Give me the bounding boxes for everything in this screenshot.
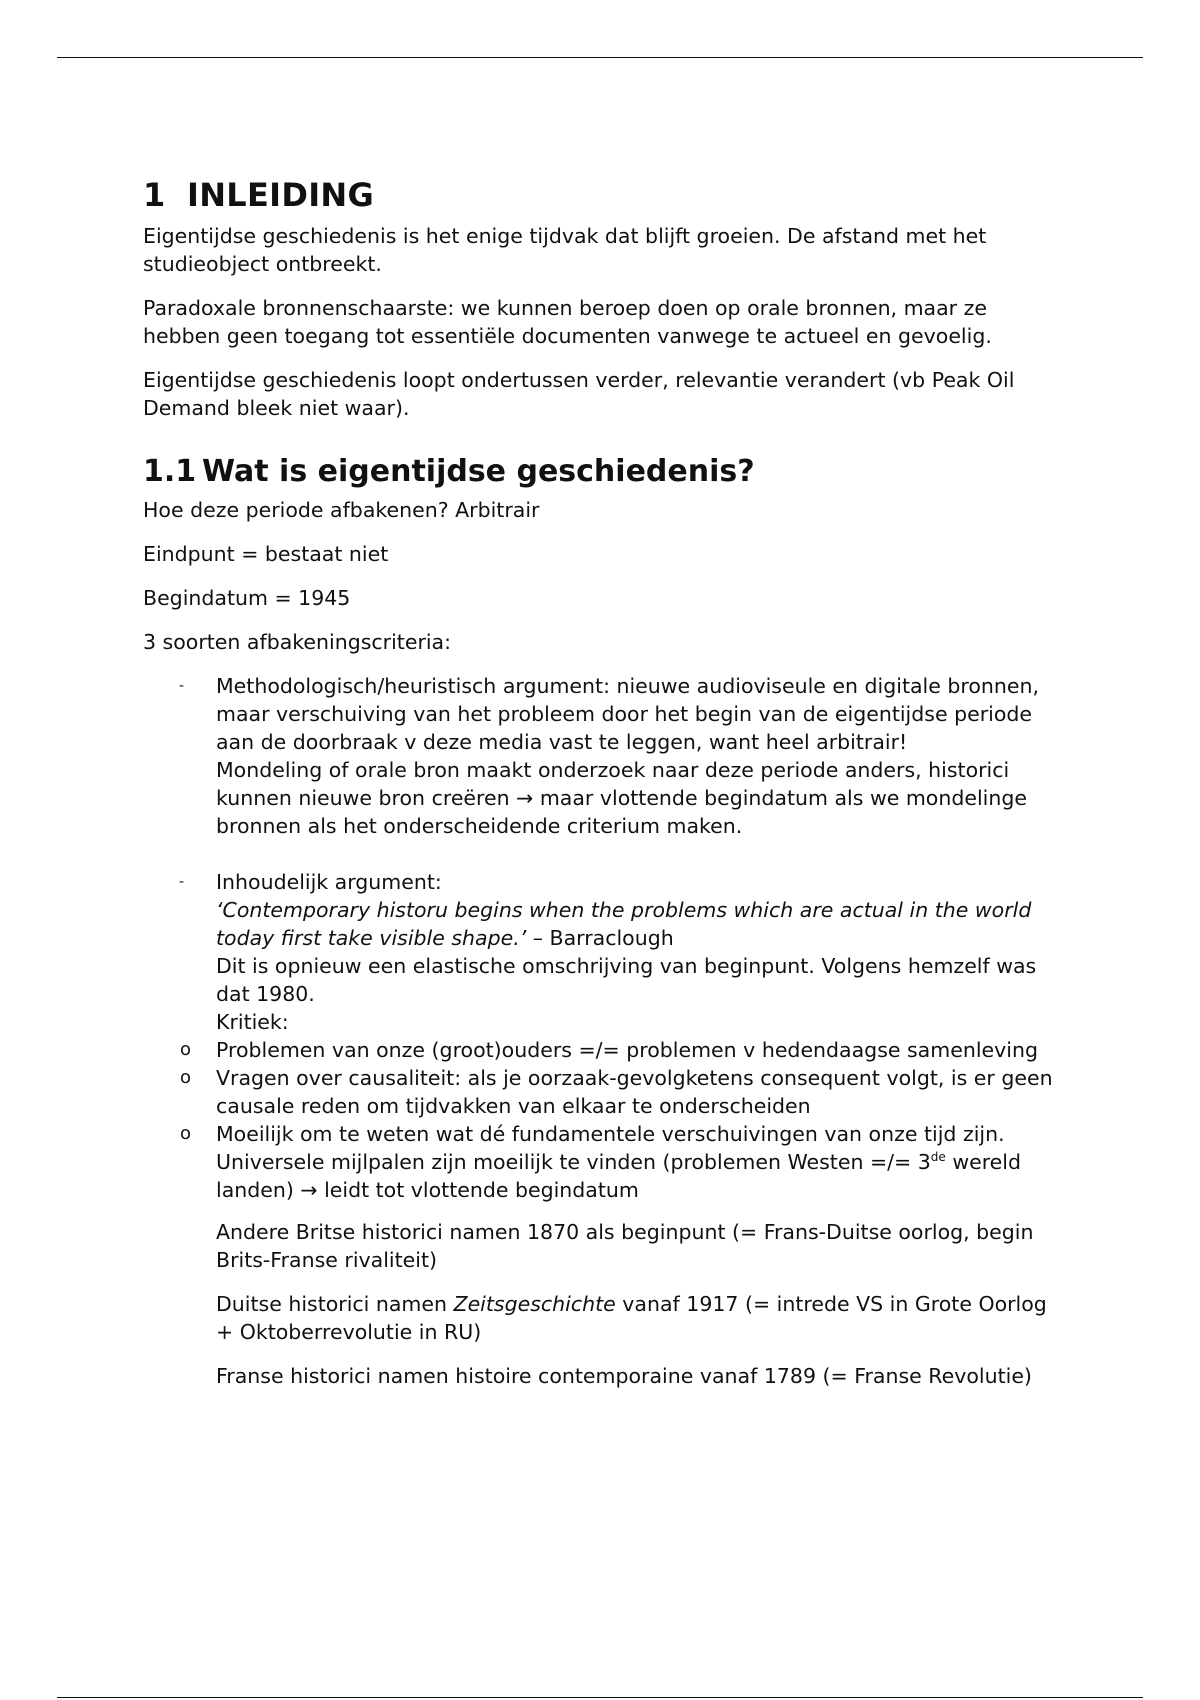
sub-list-item [143, 1064, 1063, 1120]
list-item-text: Methodologisch/heuristisch argument: nieuwe audioviseule en digitale bronnen, maar verschuiving van het probleem door het begin van de eigentijdse periode aan de doorbraak v deze media vast te leggen, want heel arbitrair! [216, 674, 1040, 754]
sub-list-text: wereld landen) → leidt tot vlottende begindatum [216, 1150, 1021, 1202]
sub-list-item [143, 1120, 1063, 1204]
list-item [143, 868, 1063, 1204]
document-body [143, 176, 1063, 1406]
footer-rule [57, 1697, 1143, 1698]
superscript: de [930, 1150, 946, 1165]
sub-list-item [143, 1036, 1063, 1064]
quote-text: ‘Contemporary historu begins when the problems which are actual in the world today first take visible shape.’ [216, 898, 1032, 950]
list-item-text: Mondeling of orale bron maakt onderzoek naar deze periode anders, historici kunnen nieuwe bron creëren → maar vlottende begindatum als we mondelinge bronnen als het onderscheidende criterium maken. [216, 758, 1027, 838]
paragraph: Begindatum = 1945 [143, 586, 351, 610]
heading-number: 1.1 [143, 454, 197, 489]
paragraph: Hoe deze periode afbakenen? Arbitrair [143, 498, 540, 522]
list-item-text: Dit is opnieuw een elastische omschrijving van beginpunt. Volgens hemzelf was dat 1980. [216, 954, 1037, 1006]
paragraph [216, 1290, 1063, 1346]
sub-list-text: Moeilijk om te weten wat dé fundamentele verschuivingen van onze tijd zijn. Universele mijlpalen zijn moeilijk te vinden (problemen Westen =/= 3 [216, 1122, 1005, 1174]
heading-title: INLEIDING [187, 176, 375, 214]
paragraph-emphasis: Zeitsgeschichte [453, 1292, 616, 1316]
list-marker: - [179, 678, 185, 694]
sub-list-text: Problemen van onze (groot)ouders =/= problemen v hedendaagse samenleving [216, 1038, 1038, 1062]
paragraph-text: Duitse historici namen [216, 1292, 454, 1316]
list-marker: - [179, 874, 185, 890]
sub-list-text: Vragen over causaliteit: als je oorzaak-gevolgketens consequent volgt, is er geen causale reden om tijdvakken van elkaar te onderscheiden [216, 1066, 1053, 1118]
kritiek-label: Kritiek: [216, 1010, 289, 1034]
paragraph: Andere Britse historici namen 1870 als beginpunt (= Frans-Duitse oorlog, begin Brits-Franse rivaliteit) [216, 1220, 1034, 1272]
sub-list-marker: o [180, 1067, 192, 1088]
header-rule [57, 57, 1143, 58]
quote [216, 896, 1063, 952]
heading-section-1 [143, 176, 1063, 214]
paragraph: Eigentijdse geschiedenis loopt ondertussen verder, relevantie verandert (vb Peak Oil Demand bleek niet waar). [143, 368, 1015, 420]
heading-section-1-1 [143, 454, 1063, 490]
paragraph-text: vanaf 1917 (= intrede VS in Grote Oorlog + Oktoberrevolutie in RU) [216, 1292, 1047, 1344]
sub-list-marker: o [180, 1123, 192, 1144]
paragraph: Franse historici namen histoire contemporaine vanaf 1789 (= Franse Revolutie) [216, 1364, 1032, 1388]
paragraph: Paradoxale bronnenschaarste: we kunnen beroep doen op orale bronnen, maar ze hebben geen toegang tot essentiële documenten vanwege te actueel en gevoelig. [143, 296, 992, 348]
quote-author: – Barraclough [526, 926, 674, 950]
list-item-title: Inhoudelijk argument: [216, 870, 442, 894]
sub-list-marker: o [180, 1039, 192, 1060]
heading-title: Wat is eigentijdse geschiedenis? [202, 454, 755, 489]
list-item [143, 672, 1063, 840]
heading-number: 1 [143, 176, 166, 214]
kritiek-list [143, 1036, 1063, 1204]
paragraph: Eindpunt = bestaat niet [143, 542, 389, 566]
criteria-list [143, 672, 1063, 1204]
paragraph: Eigentijdse geschiedenis is het enige tijdvak dat blijft groeien. De afstand met het studieobject ontbreekt. [143, 224, 987, 276]
paragraph: 3 soorten afbakeningscriteria: [143, 630, 452, 654]
indented-block [143, 1218, 1063, 1390]
